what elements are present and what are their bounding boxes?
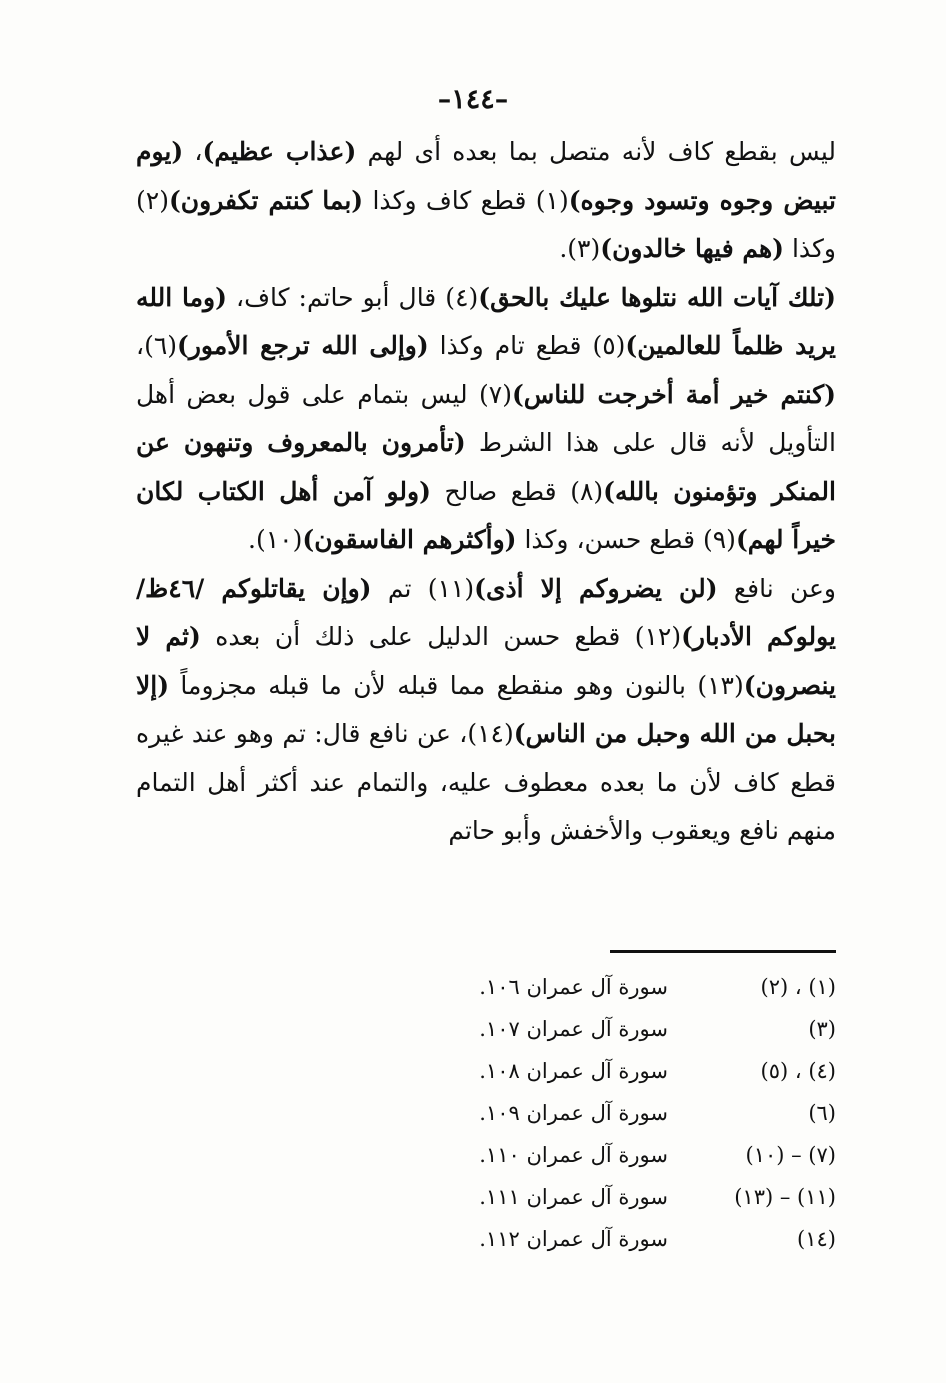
- text-run: ،: [183, 137, 203, 166]
- text-run: (١١) تم: [371, 573, 475, 603]
- text-run: (١٠).: [248, 525, 303, 554]
- quran-quote: (ثم لا ينصرون): [136, 622, 836, 700]
- text-run: (١٣) بالنون وهو منقطع مما قبله لأن ما قبله مجزوماً: [169, 670, 744, 700]
- quran-quote: (بما كنتم تكفرون): [168, 185, 364, 215]
- quran-quote: (عذاب عظيم): [202, 137, 357, 166]
- quran-quote: (تأمرون بالمعروف وتنهون عن المنكر وتؤمنون بالله): [136, 428, 836, 506]
- main-text: [136, 128, 836, 856]
- text-run: (٥) قطع تام وكذا: [428, 331, 626, 360]
- footnotes: [416, 966, 836, 1260]
- paragraph: [136, 274, 836, 565]
- quran-quote: (وما الله يريد ظلماً للعالمين): [136, 282, 837, 360]
- footnote-text: سورة آل عمران ١٠٦.: [479, 975, 668, 999]
- footnote-label: (١) ، (٢): [760, 975, 836, 999]
- quran-quote: (وأكثرهم الفاسقون): [302, 525, 517, 554]
- footnote-label: (٤) ، (٥): [760, 1059, 836, 1083]
- text-run: (٨) قطع صالح: [430, 476, 604, 506]
- footnote-text: سورة آل عمران ١١١.: [479, 1185, 668, 1209]
- page-number: –١٤٤–: [437, 84, 509, 115]
- footnote-text: سورة آل عمران ١٠٩.: [479, 1101, 668, 1125]
- footnote-label: (٧) – (١٠): [745, 1143, 836, 1167]
- text-run: (١٢) قطع حسن الدليل على ذلك أن بعده: [200, 622, 682, 651]
- text-run: وعن نافع: [717, 573, 837, 603]
- footnote-divider: [610, 950, 836, 953]
- footnote: [416, 966, 836, 1008]
- text-run: (١) قطع كاف وكذا: [363, 185, 569, 215]
- paragraph: [136, 565, 836, 856]
- footnote: [416, 1176, 836, 1218]
- footnote: [416, 1218, 836, 1260]
- quran-quote: (تلك آيات الله نتلوها عليك بالحق): [478, 282, 836, 312]
- footnote-label: (١١) – (١٣): [734, 1185, 836, 1209]
- footnote: [416, 1050, 836, 1092]
- text-run: (٣).: [559, 234, 601, 263]
- quran-quote: (إلا بحبل من الله وحبل من الناس): [136, 670, 836, 748]
- paragraph: [136, 128, 836, 274]
- footnote-label: (٦): [808, 1101, 836, 1125]
- text-run: ليس بقطع كاف لأنه متصل بما بعده أى لهم: [356, 137, 836, 166]
- footnote-text: سورة آل عمران ١١٢.: [479, 1227, 668, 1251]
- quran-quote: (هم فيها خالدون): [600, 234, 784, 263]
- footnote: [416, 1008, 836, 1050]
- text-run: (٦)،: [136, 331, 178, 360]
- text-run: (٤) قال أبو حاتم: كاف،: [226, 282, 479, 312]
- quran-quote: (كنتم خير أمة أخرجت للناس): [511, 379, 836, 409]
- quran-quote: (ولو آمن أهل الكتاب لكان خيراً لهم): [136, 476, 836, 554]
- footnote-text: سورة آل عمران ١٠٧.: [479, 1017, 668, 1041]
- text-run: (٧) ليس بتمام على قول بعض أهل التأويل لأنه قال على هذا الشرط: [136, 379, 836, 457]
- footnote-text: سورة آل عمران ١١٠.: [479, 1143, 668, 1167]
- quran-quote: (يوم تبيض وجوه وتسود وجوه): [136, 137, 836, 215]
- footnote: [416, 1092, 836, 1134]
- text-run: (٢) وكذا: [136, 185, 836, 263]
- quran-quote: (وإلى الله ترجع الأمور): [177, 331, 429, 360]
- quran-quote: (وإن يقاتلوكم /٤٦ظ/ يولوكم الأدبار): [136, 573, 837, 651]
- quran-quote: (لن يضروكم إلا أذى): [474, 573, 718, 603]
- footnote-label: (١٤): [797, 1227, 836, 1251]
- footnote-label: (٣): [808, 1017, 836, 1041]
- text-run: (٩) قطع حسن، وكذا: [516, 525, 736, 554]
- footnote-text: سورة آل عمران ١٠٨.: [479, 1059, 668, 1083]
- footnote: [416, 1134, 836, 1176]
- text-run: (١٤)، عن نافع قال: تم وهو عند غيره قطع كاف لأن ما بعده معطوف عليه، والتمام عند أكثر أهل التمام منهم نافع ويعقوب والأخفش وأبو حاتم: [136, 719, 836, 845]
